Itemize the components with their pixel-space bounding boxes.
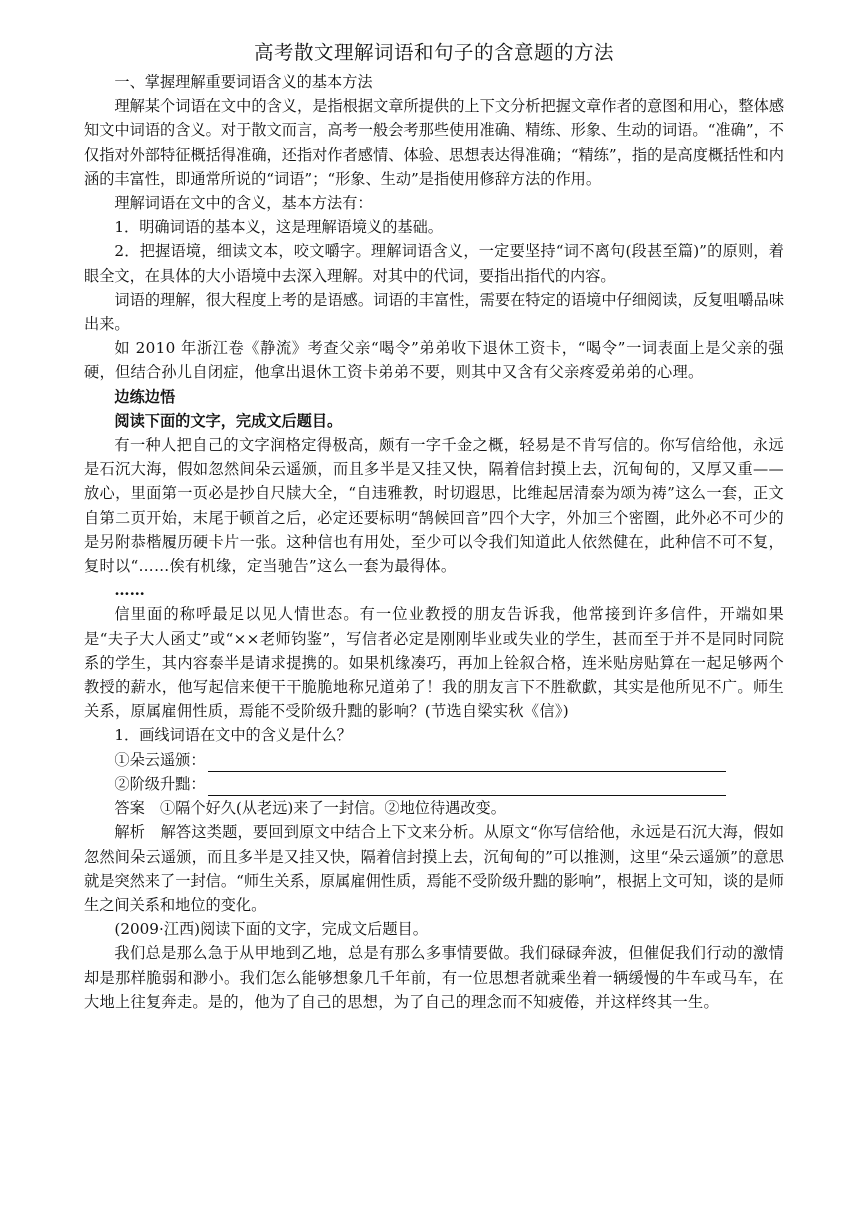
document-page	[84, 40, 784, 1014]
practice-heading: 边练边悟	[114, 387, 176, 406]
example-paragraph: 如 2010 年浙江卷《静流》考查父亲“喝令”弟弟收下退休工资卡，“喝令”一词表面上是父亲的强硬，但结合孙儿自闭症，他拿出退休工资卡弟弟不要，则其中又含有父亲疼爱弟弟的心理。	[84, 339, 784, 382]
answer-paragraph	[84, 796, 784, 820]
blank-label: ①朵云遥颁：	[114, 750, 206, 769]
method-item: 1．明确词语的基本义，这是理解语境义的基础。	[114, 218, 443, 237]
reading-paragraph: 信里面的称呼最足以见人情世态。有一位业教授的朋友告诉我，他常接到许多信件，开端如果是“夫子大人函丈”或“××老师钧鉴”，写信者必定是刚刚毕业或失业的学生，甚而至于并不是同时同院系的学生，其内容泰半是请求提携的。如果机缘凑巧，再加上铨叙合格，连米贴房贴算在一起足够两个教授的薪水，他写起信来便干干脆脆地称兄道弟了！我的朋友言下不胜欷歔，其实是他所见不广。师生关系，原属雇佣性质，焉能不受阶级升黜的影响？(节选自梁实秋《信》)	[84, 605, 784, 721]
question: 1．画线词语在文中的含义是什么？	[114, 726, 352, 745]
ellipsis: ……	[114, 581, 145, 600]
page-title: 高考散文理解词语和句子的含意题的方法	[253, 41, 614, 64]
paragraph: 理解某个词语在文中的含义，是指根据文章所提供的上下文分析把握文章作者的意图和用心，整体感知文中词语的含义。对于散文而言，高考一般会考那些使用准确、精练、形象、生动的词语。“准确”，不仅指对外部特征概括得准确，还指对作者感情、体验、思想表达得准确；“精练”，指的是高度概括性和内涵的丰富性，即通常所说的“词语”；“形象、生动”是指使用修辞方法的作用。	[84, 97, 784, 188]
method-item: 2．把握语境，细读文本，咬文嚼字。理解词语含义，一定要坚持“词不离句(段甚至篇)”的原则，着眼全文，在具体的大小语境中去深入理解。对其中的代词，要指出指代的内容。	[84, 242, 784, 285]
answer-blank-line[interactable]	[208, 777, 726, 796]
answer-blank-row	[84, 772, 784, 796]
answer-blank-line[interactable]	[208, 753, 726, 772]
exercise-heading: (2009·江西)阅读下面的文字，完成文后题目。	[114, 920, 428, 939]
paragraph: 词语的理解，很大程度上考的是语感。词语的丰富性，需要在特定的语境中仔细阅读，反复咀嚼品味出来。	[84, 290, 784, 334]
answer-blank-row	[84, 748, 784, 772]
practice-instruction: 阅读下面的文字，完成文后题目。	[114, 411, 343, 430]
analysis-text: 解答这类题，要回到原文中结合上下文来分析。从原文“你写信给他，永远是石沉大海，假如忽然间朵云遥颁，而且多半是又挂又快，隔着信封摸上去，沉甸甸的”可以推测，这里“朵云遥颁”的意思就是突然来了一封信。“师生关系，原属雇佣性质，焉能不受阶级升黜的影响”，根据上文可知，谈的是师生之间关系和地位的变化。	[84, 823, 785, 914]
section-heading: 一、掌握理解重要词语含义的基本方法	[114, 73, 373, 91]
reading-paragraph: 有一种人把自己的文字润格定得极高，颇有一字千金之概，轻易是不肯写信的。你写信给他，永远是石沉大海，假如忽然间朵云遥颁，而且多半是又挂又快，隔着信封摸上去，沉甸甸的，又厚又重——放心，里面第一页必是抄自尺牍大全，“自违雅教，时切遐思，比维起居清泰为颂为祷”这么一套，正文自第二页开始，末尾于顿首之后，必定还要标明“鹄候回音”四个大字，外加三个密圈，此外必不可少的是另附恭楷履历硬卡片一张。这种信也有用处，至少可以令我们知道此人依然健在，此种信不可不复，复时以“……俟有机缘，定当驰告”这么一套为最得体。	[84, 436, 784, 576]
answer-label: 答案	[114, 799, 145, 818]
reading-paragraph: 我们总是那么急于从甲地到乙地，总是有那么多事情要做。我们碌碌奔波，但催促我们行动的激情却是那样脆弱和渺小。我们怎么能够想象几千年前，有一位思想者就乘坐着一辆缓慢的牛车或马车，在大地上往复奔走。是的，他为了自己的思想，为了自己的理念而不知疲倦，并这样终其一生。	[84, 944, 784, 1011]
blank-label: ②阶级升黜：	[114, 774, 206, 793]
paragraph: 理解词语在文中的含义，基本方法有：	[114, 194, 373, 213]
analysis-label: 解析	[114, 823, 146, 842]
answer-text: ①隔个好久(从老远)来了一封信。②地位待遇改变。	[159, 799, 506, 818]
analysis-paragraph	[84, 820, 784, 917]
